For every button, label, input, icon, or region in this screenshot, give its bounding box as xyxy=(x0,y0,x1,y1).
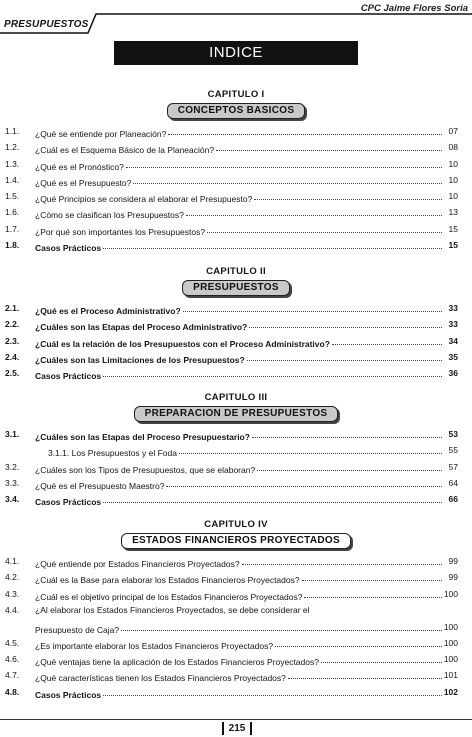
entry-page: 15 xyxy=(448,240,458,251)
entry-page: 100 xyxy=(443,588,458,599)
entry-text: ¿Cuáles son las Etapas del Proceso Presupuestario? xyxy=(35,432,250,442)
toc-entry[interactable] xyxy=(0,238,472,254)
entry-text: ¿Cuál es la Base para elaborar los Estados Financieros Proyectados? xyxy=(35,575,300,586)
entry-number: 1.6. xyxy=(5,207,20,218)
entry-number: 4.1. xyxy=(5,556,20,566)
dot-leader xyxy=(257,462,442,471)
dot-leader xyxy=(216,142,442,151)
entry-page: 100 xyxy=(443,637,458,648)
toc-entry[interactable] xyxy=(0,350,472,366)
dot-leader xyxy=(332,336,442,345)
entry-page: 10 xyxy=(448,158,458,169)
entry-number: 1.1. xyxy=(5,126,20,136)
entry-text: ¿Qué es el Presupuesto? xyxy=(35,177,132,188)
chapter-title: PREPARACION DE PRESUPUESTOS xyxy=(134,406,339,422)
entry-number: 1.7. xyxy=(5,223,20,234)
entry-text: ¿Cuáles son las Limitaciones de los Presupuestos? xyxy=(35,354,245,365)
toc-entry[interactable] xyxy=(0,443,472,459)
toc-entry[interactable] xyxy=(0,652,472,668)
entry-number: 2.1. xyxy=(5,303,20,313)
toc-entry[interactable] xyxy=(0,460,472,476)
entry-page: 57 xyxy=(448,461,458,472)
entry-page: 55 xyxy=(448,445,458,456)
toc-list xyxy=(0,301,472,382)
entry-text: 3.1.1. Los Presupuestos y el Foda xyxy=(48,448,177,459)
entry-page: 35 xyxy=(448,351,458,362)
chapter-title: ESTADOS FINANCIEROS PROYECTADOS xyxy=(121,533,351,549)
toc-entry[interactable] xyxy=(0,427,472,443)
dot-leader xyxy=(103,240,442,249)
entry-page: 07 xyxy=(448,126,458,136)
toc-entry[interactable] xyxy=(0,222,472,238)
entry-number: 2.3. xyxy=(5,335,20,346)
entry-number: 4.7. xyxy=(5,670,20,681)
dot-leader xyxy=(121,622,442,631)
page-header xyxy=(0,0,472,36)
entry-page: 36 xyxy=(448,368,458,379)
entry-page: 33 xyxy=(448,303,458,313)
dot-leader xyxy=(207,224,442,233)
toc-entry[interactable] xyxy=(0,205,472,221)
toc-entry[interactable] xyxy=(0,636,472,652)
entry-number: 1.3. xyxy=(5,158,20,169)
toc-entry[interactable] xyxy=(0,570,472,586)
chapter-4 xyxy=(0,518,472,701)
toc-list xyxy=(0,554,472,701)
entry-page: 66 xyxy=(448,494,458,505)
dot-leader xyxy=(252,429,442,438)
dot-leader xyxy=(302,572,442,581)
entry-text: ¿Qué es el Proceso Administrativo? xyxy=(35,306,181,316)
entry-page: 34 xyxy=(448,335,458,346)
dot-leader xyxy=(103,494,442,503)
index-title: INDICE xyxy=(114,41,358,65)
entry-page: 53 xyxy=(448,429,458,439)
chapter-1 xyxy=(0,88,472,254)
running-title: PRESUPUESTOS xyxy=(4,19,89,30)
dot-leader xyxy=(247,352,442,361)
entry-page: 10 xyxy=(448,174,458,185)
dot-leader xyxy=(304,589,442,598)
dot-leader xyxy=(288,670,442,679)
dot-leader xyxy=(242,556,442,565)
dot-leader xyxy=(179,445,442,454)
toc-entry[interactable] xyxy=(0,492,472,508)
toc-list xyxy=(0,427,472,508)
entry-text: ¿Qué es el Pronóstico? xyxy=(35,161,124,172)
entry-text: Casos Prácticos xyxy=(35,243,102,254)
page-number: 215 xyxy=(222,722,252,735)
dot-leader xyxy=(254,191,442,200)
chapter-title: PRESUPUESTOS xyxy=(182,280,290,296)
toc-entry[interactable] xyxy=(0,317,472,333)
toc-list xyxy=(0,124,472,254)
toc-entry[interactable] xyxy=(0,189,472,205)
chapter-label: CAPITULO I xyxy=(207,89,265,100)
entry-text: ¿Qué se entiende por Planeación? xyxy=(35,129,167,139)
entry-number: 3.3. xyxy=(5,477,20,488)
chapter-label: CAPITULO III xyxy=(204,392,268,403)
entry-text: Casos Prácticos xyxy=(35,371,102,382)
entry-number: 1.8. xyxy=(5,240,20,251)
dot-leader xyxy=(321,654,442,663)
entry-text: Presupuesto de Caja? xyxy=(35,624,120,635)
dot-leader xyxy=(126,159,442,168)
entry-number: 2.4. xyxy=(5,351,20,362)
dot-leader xyxy=(183,303,442,312)
entry-text: ¿Cuál es la relación de los Presupuestos con el Proceso Administrativo? xyxy=(35,338,330,349)
entry-page: 99 xyxy=(448,572,458,583)
entry-number: 4.2. xyxy=(5,572,20,583)
entry-number: 3.4. xyxy=(5,494,20,505)
chapter-label: CAPITULO IV xyxy=(204,519,268,530)
chapter-label: CAPITULO II xyxy=(206,266,266,277)
entry-number: 1.5. xyxy=(5,191,20,202)
entry-page: 100 xyxy=(443,654,458,665)
entry-page: 64 xyxy=(448,477,458,488)
entry-page: 13 xyxy=(448,207,458,218)
dot-leader xyxy=(133,175,442,184)
entry-number: 4.4. xyxy=(5,604,20,615)
toc-entry[interactable] xyxy=(0,603,472,636)
toc-entry[interactable] xyxy=(0,173,472,189)
entry-page: 10 xyxy=(448,191,458,202)
entry-number: 3.1. xyxy=(5,429,20,439)
chapter-3 xyxy=(0,391,472,508)
chapter-2 xyxy=(0,265,472,382)
entry-page: 33 xyxy=(448,319,458,330)
dot-leader xyxy=(168,126,442,135)
toc-entry[interactable] xyxy=(0,366,472,382)
toc-entry[interactable] xyxy=(0,587,472,603)
entry-text: ¿Cuál es el Esquema Básico de la Planeación? xyxy=(35,145,215,156)
entry-page: 102 xyxy=(443,686,458,697)
entry-text: ¿Cuál es el objetivo principal de los Estados Financieros Proyectados? xyxy=(35,591,303,602)
chapter-title: CONCEPTOS BASICOS xyxy=(167,103,306,119)
toc-entry[interactable] xyxy=(0,124,472,140)
entry-text-line1: ¿Al elaborar los Estados Financieros Proyectados, se debe considerar el xyxy=(35,604,310,615)
entry-number: 4.6. xyxy=(5,654,20,665)
entry-page: 99 xyxy=(448,556,458,566)
entry-text: ¿Qué es el Presupuesto Maestro? xyxy=(35,480,165,491)
entry-number: 1.4. xyxy=(5,174,20,185)
entry-text: ¿Cómo se clasifican los Presupuestos? xyxy=(35,210,184,221)
author-name: CPC Jaime Flores Soria xyxy=(360,3,468,14)
entry-number: 4.5. xyxy=(5,637,20,648)
entry-page: 101 xyxy=(443,670,458,681)
toc-entry[interactable] xyxy=(0,157,472,173)
entry-page: 15 xyxy=(448,223,458,234)
entry-text: ¿Qué características tienen los Estados Financieros Proyectados? xyxy=(35,673,286,684)
footer-rule xyxy=(0,719,472,720)
entry-number: 4.8. xyxy=(5,686,20,697)
entry-text: ¿Por qué son importantes los Presupuestos? xyxy=(35,226,206,237)
entry-text: ¿Qué entiende por Estados Financieros Proyectados? xyxy=(35,559,240,569)
entry-text: ¿Es importante elaborar los Estados Financieros Proyectados? xyxy=(35,640,274,651)
entry-page: 08 xyxy=(448,142,458,153)
dot-leader xyxy=(103,368,442,377)
dot-leader xyxy=(103,687,442,696)
toc-entry[interactable] xyxy=(0,334,472,350)
entry-number: 4.3. xyxy=(5,588,20,599)
entry-text: Casos Prácticos xyxy=(35,497,102,508)
entry-number: 2.5. xyxy=(5,368,20,379)
entry-text: ¿Cuáles son las Etapas del Proceso Administrativo? xyxy=(35,322,248,333)
toc-entry[interactable] xyxy=(0,668,472,684)
entry-text: ¿Qué Principios se considera al elaborar el Presupuesto? xyxy=(35,194,253,205)
dot-leader xyxy=(186,207,442,216)
toc-entry[interactable] xyxy=(0,301,472,317)
toc-entry[interactable] xyxy=(0,685,472,701)
toc-entry[interactable] xyxy=(0,554,472,570)
dot-leader xyxy=(249,319,442,328)
toc-entry[interactable] xyxy=(0,140,472,156)
entry-text: ¿Cuáles son los Tipos de Presupuestos, que se elaboran? xyxy=(35,464,256,475)
dot-leader xyxy=(275,638,442,647)
entry-number: 1.2. xyxy=(5,142,20,153)
entry-text: ¿Qué ventajas tiene la aplicación de los Estados Financieros Proyectados? xyxy=(35,657,319,668)
entry-text: Casos Prácticos xyxy=(35,689,102,700)
toc-entry[interactable] xyxy=(0,476,472,492)
dot-leader xyxy=(166,478,442,487)
entry-number: 2.2. xyxy=(5,319,20,330)
entry-number: 3.2. xyxy=(5,461,20,472)
entry-page: 100 xyxy=(443,621,458,632)
